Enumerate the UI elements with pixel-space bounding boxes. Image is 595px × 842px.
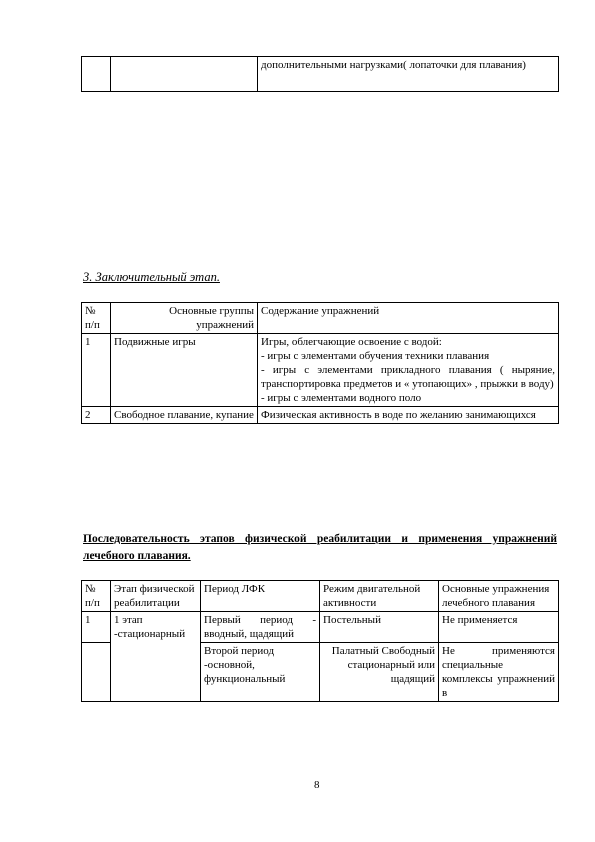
table-cell	[111, 57, 258, 92]
table-row	[82, 57, 559, 92]
table-final-stage	[81, 302, 559, 424]
row-period: Второй период -основной, функциональный	[201, 643, 320, 702]
row-exercises: Не применяются специальные комплексы упражнений в	[439, 643, 559, 702]
content-line: Игры, облегчающие освоение с водой:	[261, 336, 442, 348]
row-period: Первый период - вводный, щадящий	[201, 612, 320, 643]
section3-heading: 3. Заключительный этап.	[83, 270, 220, 284]
row-mode: Палатный Свободный стационарный или щадящий	[320, 643, 439, 702]
sequence-title: Последовательность этапов физической реабилитации и применения упражнений лечебного плавания.	[83, 533, 557, 562]
row-num: 1	[82, 334, 111, 407]
content-line: - игры с элементами прикладного плавания ( ныряние, транспортировка предметов и « утопающих» , прыжки в воду)	[261, 364, 555, 390]
row-num: 2	[82, 407, 111, 424]
row-num: 1	[82, 612, 111, 643]
row-group: Подвижные игры	[111, 334, 258, 407]
header-exercises: Основные упражнения лечебного плавания	[439, 581, 559, 612]
table-sequence	[81, 580, 559, 702]
header-stage: Этап физической реабилитации	[111, 581, 201, 612]
table-header-row	[82, 303, 559, 334]
header-group: Основные группы упражнений	[111, 303, 258, 334]
table-row	[82, 334, 559, 407]
page-number: 8	[314, 779, 320, 791]
row-group: Свободное плавание, купание	[111, 407, 258, 424]
content-line: - игры с элементами обучения техники плавания	[261, 350, 490, 362]
row-content	[258, 334, 559, 407]
header-num: № п/п	[82, 581, 111, 612]
header-mode: Режим двигательной активности	[320, 581, 439, 612]
header-period: Период ЛФК	[201, 581, 320, 612]
header-num: № п/п	[82, 303, 111, 334]
row-mode: Постельный	[320, 612, 439, 643]
table-cell	[82, 57, 111, 92]
row-content	[258, 407, 559, 424]
content-line: - игры с элементами водного поло	[261, 392, 422, 404]
table-row	[82, 612, 559, 643]
header-content: Содержание упражнений	[258, 303, 559, 334]
table-row	[82, 407, 559, 424]
table-cell: дополнительными нагрузками( лопаточки для плавания)	[258, 57, 559, 92]
table-top-fragment	[81, 56, 559, 92]
row-stage: 1 этап -стационарный	[111, 612, 201, 702]
content-line: Физическая активность в воде по желанию занимающихся	[261, 409, 536, 421]
row-num	[82, 643, 111, 702]
table-header-row	[82, 581, 559, 612]
row-exercises: Не применяется	[439, 612, 559, 643]
